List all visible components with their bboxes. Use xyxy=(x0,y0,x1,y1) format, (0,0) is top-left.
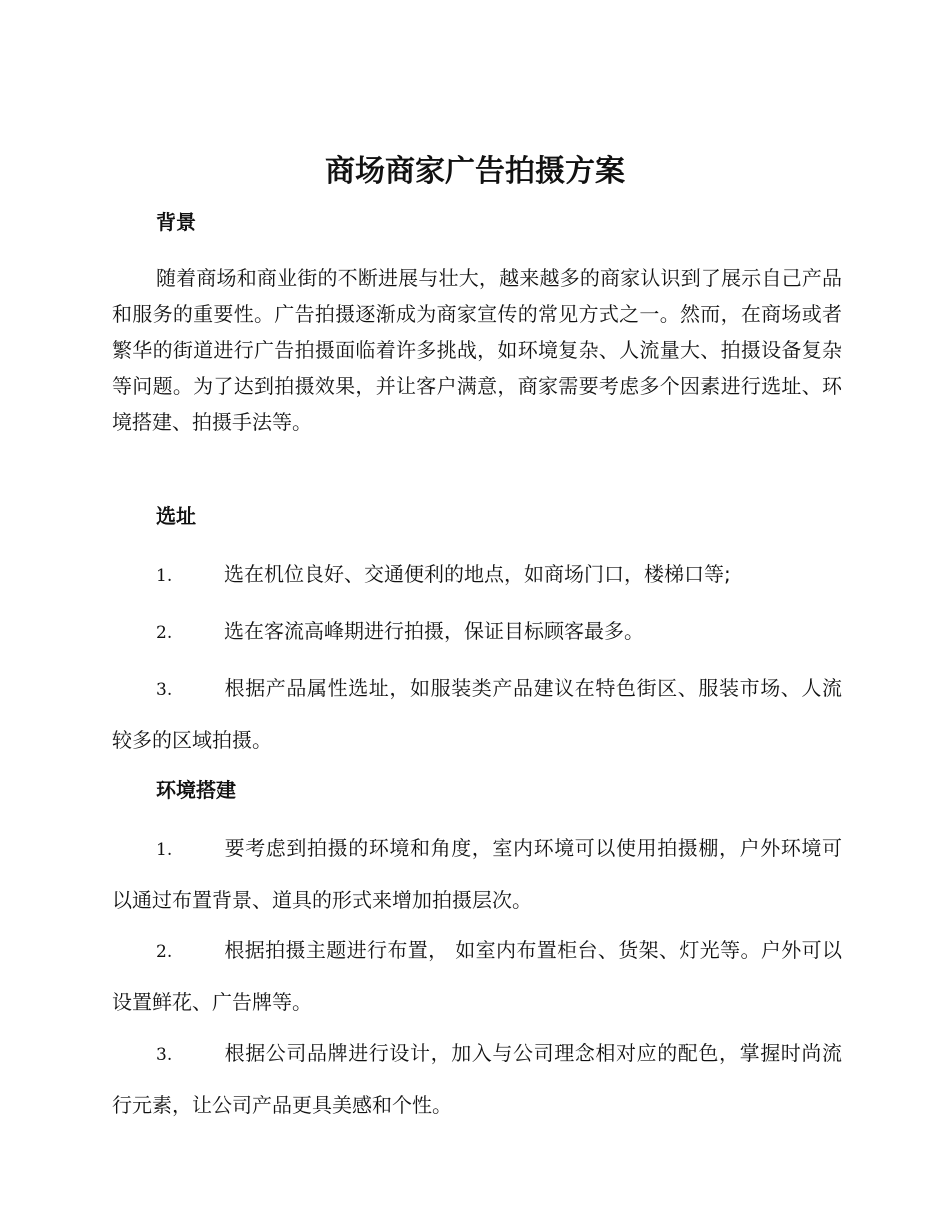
environment-item-2 xyxy=(112,925,842,1027)
section-heading-background: 背景 xyxy=(156,210,196,234)
list-number: 3. xyxy=(156,1045,173,1065)
list-text: 根据产品属性选址，如服装类产品建议在特色街区、服装市场、人流较多的区域拍摄。 xyxy=(112,676,842,752)
list-text: 要考虑到拍摄的环境和角度，室内环境可以使用拍摄棚，户外环境可以通过布置背景、道具的形式来增加拍摄层次。 xyxy=(112,836,842,912)
list-number: 2. xyxy=(156,942,173,962)
document-title: 商场商家广告拍摄方案 xyxy=(325,154,625,189)
list-text: 根据拍摄主题进行布置， 如室内布置柜台、货架、灯光等。户外可以设置鲜花、广告牌等。 xyxy=(112,938,842,1014)
list-text: 选在客流高峰期进行拍摄，保证目标顾客最多。 xyxy=(224,619,644,643)
background-paragraph: 随着商场和商业街的不断进展与壮大，越来越多的商家认识到了展示自己产品和服务的重要性。广告拍摄逐渐成为商家宣传的常见方式之一。然而，在商场或者繁华的街道进行广告拍摄面临着许多挑战，如环境复杂、人流量大、拍摄设备复杂等问题。为了达到拍摄效果，并让客户满意，商家需要考虑多个因素进行选址、环境搭建、拍摄手法等。 xyxy=(112,266,842,434)
list-text: 选在机位良好、交通便利的地点，如商场门口，楼梯口等; xyxy=(224,562,731,586)
location-item-2 xyxy=(112,606,842,658)
list-number: 1. xyxy=(156,840,173,860)
list-text: 根据公司品牌进行设计，加入与公司理念相对应的配色，掌握时尚流行元素，让公司产品更具美感和个性。 xyxy=(112,1041,842,1117)
location-item-3 xyxy=(112,663,842,765)
environment-item-1 xyxy=(112,823,842,925)
section-heading-location: 选址 xyxy=(156,504,196,528)
list-number: 1. xyxy=(156,566,173,586)
list-number: 2. xyxy=(156,623,173,643)
location-item-1 xyxy=(112,549,842,601)
section-heading-environment: 环境搭建 xyxy=(156,778,236,802)
list-number: 3. xyxy=(156,680,173,700)
environment-item-3 xyxy=(112,1028,842,1130)
